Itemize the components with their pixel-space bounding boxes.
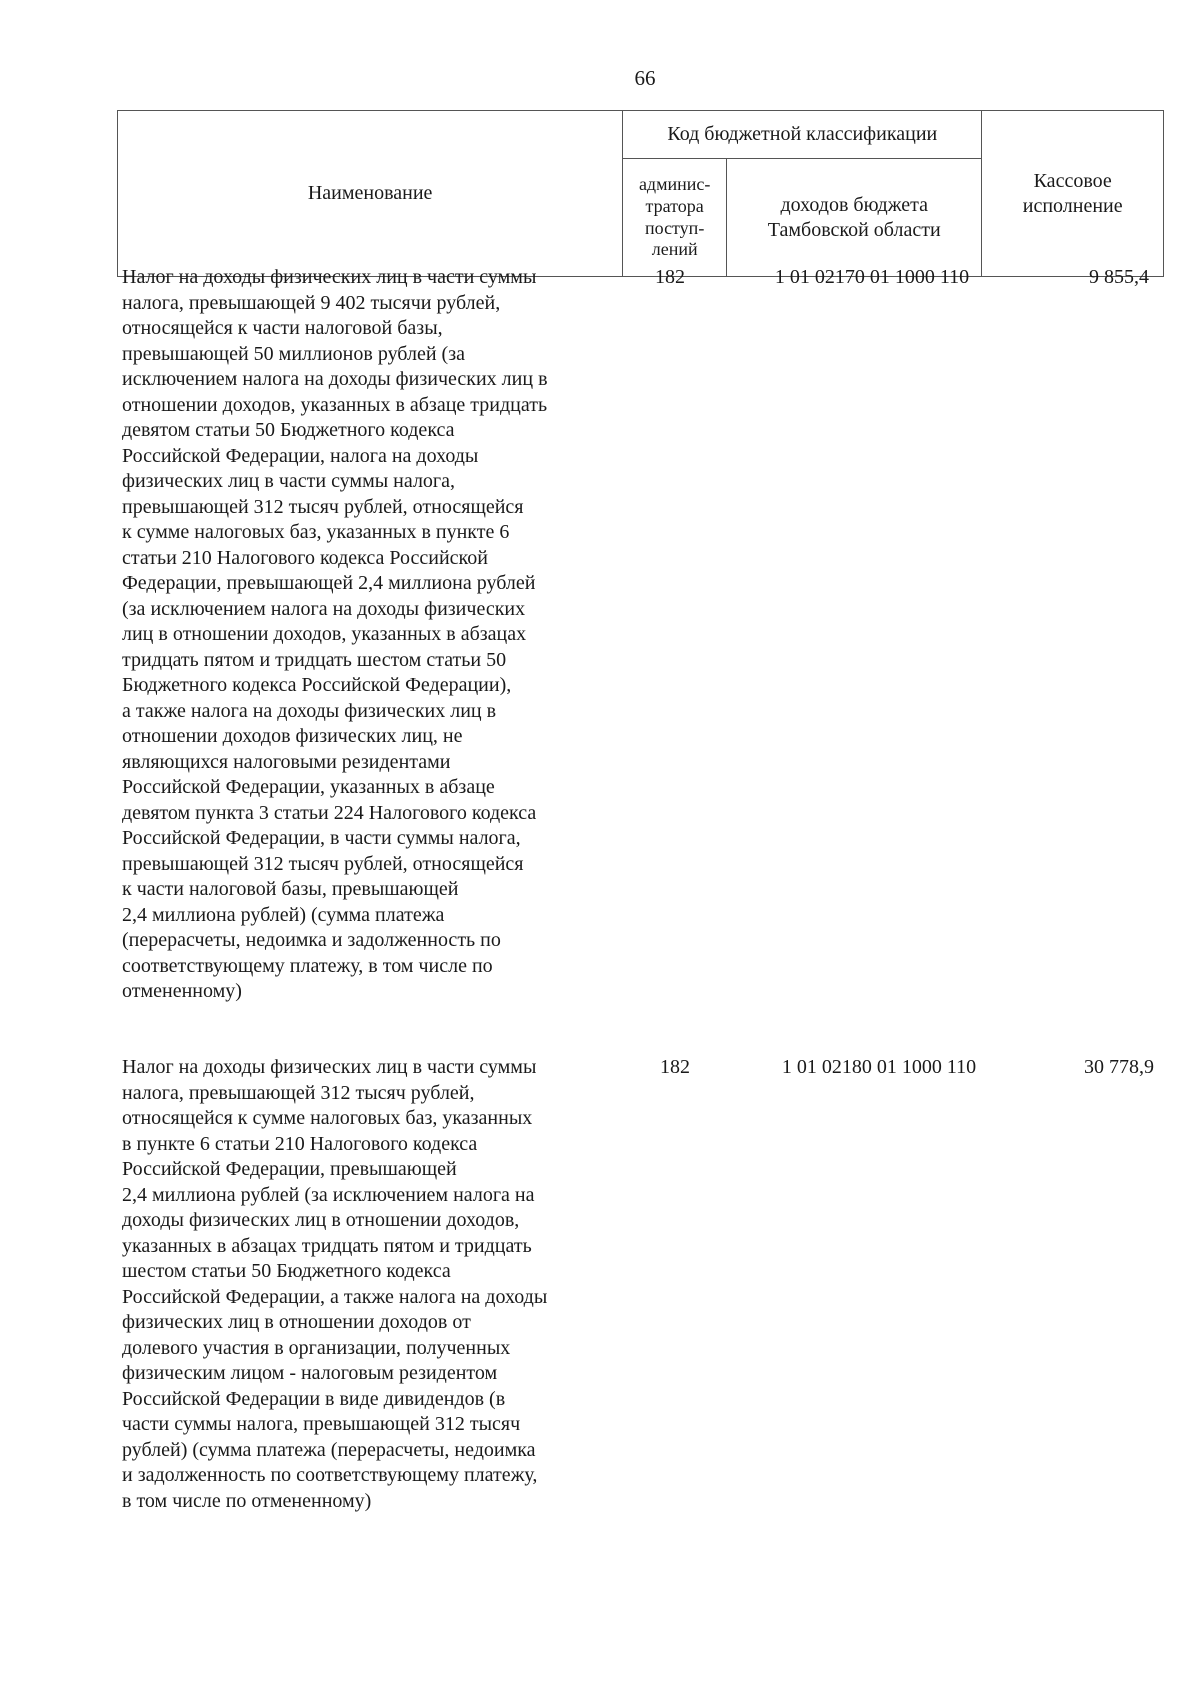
row-amount: 30 778,9 (1084, 1056, 1154, 1078)
row-name-line: (перерасчеты, недоимка и задолженность по (122, 929, 501, 951)
row-name-line: физических лиц в отношении доходов от (122, 1311, 471, 1333)
row-name-line: физических лиц в части суммы налога, (122, 470, 455, 492)
row-name-line: 2,4 миллиона рублей (за исключением налога на (122, 1183, 535, 1206)
row-name-line: превышающей 312 тысяч рублей, относящейся (122, 495, 524, 518)
header-name: Наименование (118, 111, 623, 277)
row-name-line: исключением налога на доходы физических лиц в (122, 368, 548, 390)
header-classification: Код бюджетной классификации (623, 111, 982, 159)
row-name-line: Российской Федерации, превышающей (122, 1158, 457, 1180)
row-name-line: Налог на доходы физических лиц в части суммы (122, 1056, 537, 1078)
row-name-line: 2,4 миллиона рублей) (сумма платежа (122, 903, 445, 926)
table-header (117, 110, 1164, 277)
row-name-line: Федерации, превышающей 2,4 миллиона рублей (122, 572, 536, 594)
row-name-line: лиц в отношении доходов, указанных в абзацах (122, 623, 527, 645)
row-name-line: налога, превышающей 9 402 тысячи рублей, (122, 291, 501, 314)
row-income-code: 1 01 02180 01 1000 110 (781, 1056, 977, 1078)
row-name-line: девятом статьи 50 Бюджетного кодекса (122, 419, 455, 441)
header-income-code (727, 159, 982, 277)
row-name (122, 265, 622, 1005)
row-name-line: Российской Федерации, а также налога на доходы (122, 1285, 548, 1308)
row-name-line: соответствующему платежу, в том числе по (122, 954, 493, 977)
row-name-line: отношении доходов, указанных в абзаце тридцать (122, 393, 548, 416)
row-amount: 9 855,4 (1089, 266, 1149, 288)
row-name-line: Российской Федерации в виде дивидендов (в (122, 1387, 506, 1410)
row-admin-code: 182 (660, 1056, 690, 1078)
row-name-line: физическим лицом - налоговым резидентом (122, 1362, 498, 1384)
row-name-line: шестом статьи 50 Бюджетного кодекса (122, 1260, 451, 1282)
row-name-line: превышающей 50 миллионов рублей (за (122, 342, 465, 365)
header-income-label: доходов бюджета Тамбовской области (767, 194, 941, 241)
row-name-line: долевого участия в организации, полученных (122, 1336, 511, 1359)
header-cash-label: Кассовое исполнение (1022, 170, 1123, 217)
row-name-line: тридцать пятом и тридцать шестом статьи 50 (122, 648, 507, 671)
row-name-line: Российской Федерации, в части суммы налога, (122, 827, 521, 849)
row-name-line: относящейся к сумме налоговых баз, указанных (122, 1107, 533, 1129)
row-name-line: части суммы налога, превышающей 312 тысяч (122, 1413, 521, 1435)
header-cash-execution (982, 111, 1164, 277)
row-name-line: Российской Федерации, указанных в абзаце (122, 776, 495, 798)
row-name-line: указанных в абзацах тридцать пятом и тридцать (122, 1234, 532, 1257)
header-administrator-label: админис- тратора поступ- лений (638, 173, 711, 260)
row-name-line: к сумме налоговых баз, указанных в пункте 6 (122, 521, 510, 543)
row-name-line: девятом пункта 3 статьи 224 Налогового кодекса (122, 801, 537, 824)
row-name-line: доходы физических лиц в отношении доходов, (122, 1209, 520, 1231)
row-name-line: статьи 210 Налогового кодекса Российской (122, 546, 488, 569)
row-name-line: отмененному) (122, 980, 242, 1002)
row-name-line: к части налоговой базы, превышающей (122, 878, 459, 900)
row-name-line: а также налога на доходы физических лиц в (122, 699, 497, 722)
header-administrator (623, 159, 727, 277)
row-name-line: в том числе по отмененному) (122, 1489, 372, 1512)
page-number: 66 (634, 66, 656, 90)
row-name-line: налога, превышающей 312 тысяч рублей, (122, 1081, 475, 1104)
row-name-line: Бюджетного кодекса Российской Федерации), (122, 674, 512, 696)
row-income-code: 1 01 02170 01 1000 110 (774, 266, 970, 288)
row-name-line: и задолженность по соответствующему платежу, (122, 1464, 538, 1486)
row-name-line: (за исключением налога на доходы физических (122, 597, 526, 620)
row-name (122, 1055, 622, 1514)
row-name-line: в пункте 6 статьи 210 Налогового кодекса (122, 1132, 478, 1155)
row-name-line: относящейся к части налоговой базы, (122, 317, 443, 339)
row-name-line: рублей) (сумма платежа (перерасчеты, недоимка (122, 1438, 536, 1461)
row-name-line: являющихся налоговыми резидентами (122, 750, 451, 773)
row-name-line: Российской Федерации, налога на доходы (122, 444, 479, 467)
row-name-line: превышающей 312 тысяч рублей, относящейся (122, 852, 524, 875)
row-name-line: отношении доходов физических лиц, не (122, 725, 463, 747)
row-name-line: Налог на доходы физических лиц в части суммы (122, 266, 537, 288)
row-admin-code: 182 (655, 266, 685, 288)
